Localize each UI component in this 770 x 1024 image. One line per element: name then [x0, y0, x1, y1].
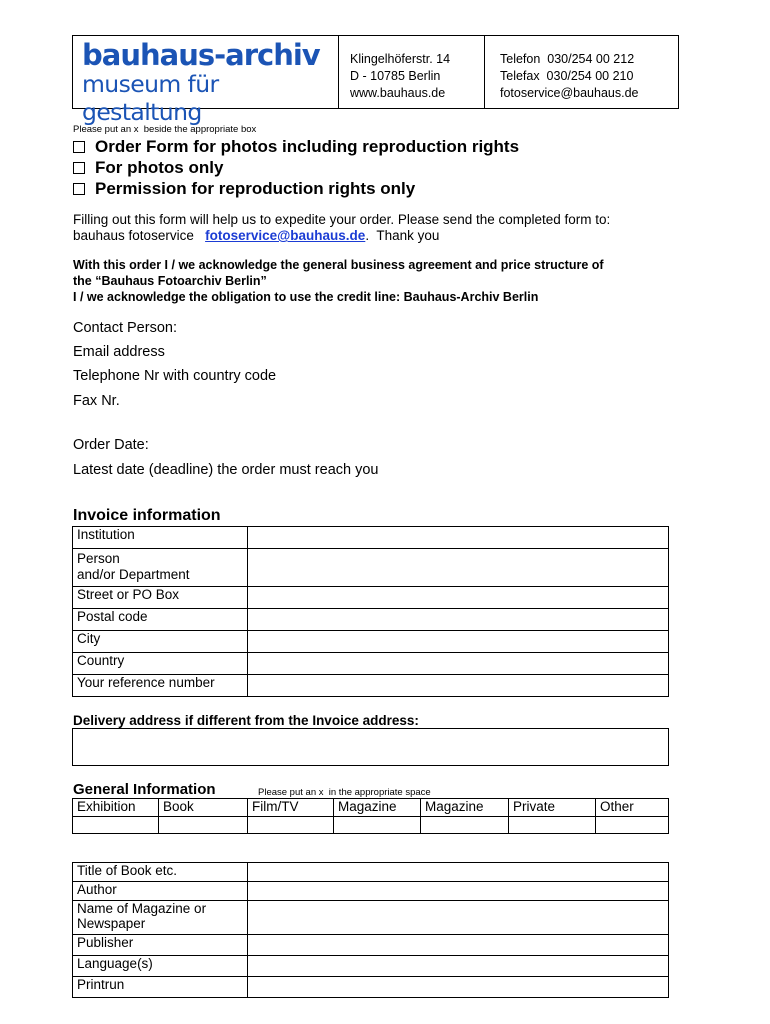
- acknowledgement: [73, 257, 713, 305]
- language-field[interactable]: [248, 956, 669, 977]
- bauhaus-logo: [73, 36, 339, 126]
- intro-prefix: bauhaus fotoservice: [73, 228, 206, 243]
- checkbox[interactable]: [73, 141, 85, 153]
- ack-line1: With this order I / we acknowledge the general business agreement and price structure of: [73, 258, 604, 272]
- option-photos-rights[interactable]: [73, 137, 519, 157]
- general-note: Please put an x in the appropriate space: [258, 787, 431, 798]
- table-row: [73, 977, 669, 998]
- magazine-name-field[interactable]: [248, 901, 669, 935]
- intro-suffix: . Thank you: [365, 228, 440, 243]
- email-label: Email address: [73, 344, 165, 360]
- option-label: For photos only: [95, 158, 224, 177]
- deadline-label: Latest date (deadline) the order must reach you: [73, 462, 379, 478]
- institution-label: Institution: [73, 527, 248, 549]
- logo-line1: bauhaus-archiv: [82, 38, 320, 72]
- city-field[interactable]: [248, 631, 669, 653]
- invoice-table: [72, 526, 669, 697]
- delivery-address-field[interactable]: [72, 728, 669, 766]
- option-photos-only[interactable]: [73, 158, 223, 178]
- person-label: Person and/or Department: [73, 549, 248, 587]
- option-label: Permission for reproduction rights only: [95, 179, 416, 198]
- checkbox[interactable]: [73, 183, 85, 195]
- delivery-title: Delivery address if different from the Invoice address:: [73, 713, 419, 728]
- person-field[interactable]: [248, 549, 669, 587]
- table-row: [73, 653, 669, 675]
- book-table: [72, 862, 669, 998]
- contact-person-label: Contact Person:: [73, 320, 177, 336]
- street-label: Street or PO Box: [73, 587, 248, 609]
- table-row: [73, 549, 669, 587]
- table-row: [73, 675, 669, 697]
- telephone-label: Telephone Nr with country code: [73, 368, 277, 384]
- order-date-label: Order Date:: [73, 437, 149, 453]
- col-exhibition: Exhibition: [73, 799, 159, 817]
- publisher-field[interactable]: [248, 935, 669, 956]
- table-row: [73, 863, 669, 882]
- reference-field[interactable]: [248, 675, 669, 697]
- col-other: Other: [596, 799, 669, 817]
- general-table: [72, 798, 669, 834]
- author-field[interactable]: [248, 882, 669, 901]
- general-title: General Information: [73, 781, 216, 798]
- reference-label: Your reference number: [73, 675, 248, 697]
- title-label: Title of Book etc.: [73, 863, 248, 882]
- street-field[interactable]: [248, 587, 669, 609]
- invoice-title: Invoice information: [73, 507, 221, 524]
- country-field[interactable]: [248, 653, 669, 675]
- magazine-2-field[interactable]: [421, 817, 509, 834]
- instruction-text: Please put an x beside the appropriate box: [73, 124, 257, 135]
- contact-block: [485, 36, 678, 108]
- col-magazine-1: Magazine: [334, 799, 421, 817]
- email-link[interactable]: fotoservice@bauhaus.de: [205, 228, 366, 243]
- other-field[interactable]: [596, 817, 669, 834]
- table-row: [73, 609, 669, 631]
- table-row: [73, 631, 669, 653]
- printrun-field[interactable]: [248, 977, 669, 998]
- exhibition-field[interactable]: [73, 817, 159, 834]
- address-city: D - 10785 Berlin: [350, 69, 441, 83]
- table-row: [73, 956, 669, 977]
- magazine-1-field[interactable]: [334, 817, 421, 834]
- option-rights-only[interactable]: [73, 179, 415, 199]
- ack-line3: I / we acknowledge the obligation to use the credit line: Bauhaus-Archiv Berlin: [73, 290, 539, 304]
- city-label: City: [73, 631, 248, 653]
- table-row: [73, 799, 669, 817]
- language-label: Language(s): [73, 956, 248, 977]
- table-row: [73, 587, 669, 609]
- table-row: [73, 817, 669, 834]
- contact-phone: Telefon 030/254 00 212: [500, 52, 635, 66]
- private-field[interactable]: [509, 817, 596, 834]
- fax-label: Fax Nr.: [73, 393, 120, 409]
- letterhead: [72, 35, 679, 126]
- address-street: Klingelhöferstr. 14: [350, 52, 451, 66]
- table-row: [73, 901, 669, 935]
- table-row: [73, 935, 669, 956]
- table-row: [73, 882, 669, 901]
- author-label: Author: [73, 882, 248, 901]
- institution-field[interactable]: [248, 527, 669, 549]
- logo-line2: museum für gestaltung: [82, 70, 219, 126]
- country-label: Country: [73, 653, 248, 675]
- table-row: [73, 527, 669, 549]
- option-label: Order Form for photos including reproduction rights: [95, 137, 520, 156]
- ack-line2: the “Bauhaus Fotoarchiv Berlin”: [73, 274, 267, 288]
- col-book: Book: [159, 799, 248, 817]
- address-block: [339, 36, 485, 108]
- address-web: www.bauhaus.de: [350, 86, 446, 100]
- col-private: Private: [509, 799, 596, 817]
- postal-label: Postal code: [73, 609, 248, 631]
- book-field[interactable]: [159, 817, 248, 834]
- checkbox[interactable]: [73, 162, 85, 174]
- publisher-label: Publisher: [73, 935, 248, 956]
- title-field[interactable]: [248, 863, 669, 882]
- intro-paragraph: [73, 212, 713, 244]
- intro-line1: Filling out this form will help us to expedite your order. Please send the completed form to:: [73, 212, 611, 227]
- postal-field[interactable]: [248, 609, 669, 631]
- col-magazine-2: Magazine: [421, 799, 509, 817]
- printrun-label: Printrun: [73, 977, 248, 998]
- film-tv-field[interactable]: [248, 817, 334, 834]
- col-film-tv: Film/TV: [248, 799, 334, 817]
- contact-fax: Telefax 030/254 00 210: [500, 69, 634, 83]
- magazine-name-label: Name of Magazine or Newspaper: [73, 901, 248, 935]
- contact-email: fotoservice@bauhaus.de: [500, 86, 639, 100]
